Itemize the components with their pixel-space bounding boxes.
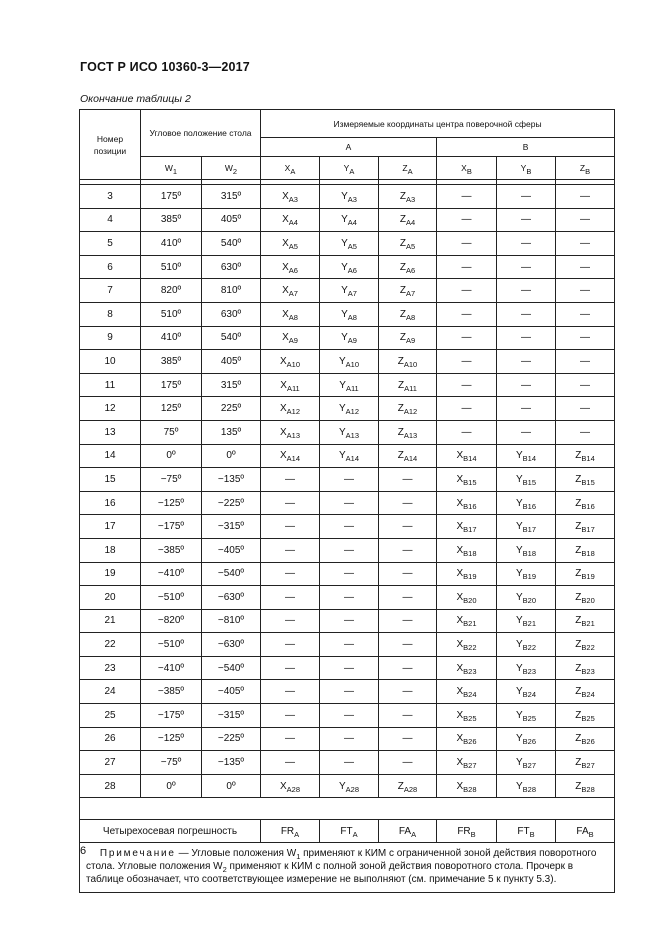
not-measured-dash: — — [320, 586, 379, 610]
angle-w2: −135º — [202, 751, 261, 775]
not-measured-dash: — — [379, 633, 437, 657]
header-group-a: А — [261, 138, 437, 157]
angle-w1: 0º — [141, 774, 202, 798]
table-row — [80, 538, 615, 562]
not-measured-dash: — — [556, 255, 615, 279]
coordinate-cell: $X_{B14}$ — [437, 444, 497, 468]
not-measured-dash: — — [379, 609, 437, 633]
not-measured-dash: — — [437, 255, 497, 279]
table-row — [80, 326, 615, 350]
coordinate-cell: $X_{A11}$ — [261, 373, 320, 397]
position-number: 24 — [80, 680, 141, 704]
not-measured-dash: — — [437, 420, 497, 444]
angle-w2: −225º — [202, 727, 261, 751]
not-measured-dash: — — [556, 232, 615, 256]
coordinate-cell: $Z_{A8}$ — [379, 302, 437, 326]
coordinate-cell: $X_{B20}$ — [437, 586, 497, 610]
angle-w1: 820º — [141, 279, 202, 303]
not-measured-dash: — — [497, 185, 556, 209]
coordinate-cell: $Y_{B15}$ — [497, 468, 556, 492]
angle-w1: −175º — [141, 704, 202, 728]
position-number: 23 — [80, 656, 141, 680]
angle-w2: 630º — [202, 255, 261, 279]
table-row — [80, 656, 615, 680]
header-angular-position: Угловое положение стола — [141, 110, 261, 157]
position-number: 5 — [80, 232, 141, 256]
coordinate-cell: $Y_{A12}$ — [320, 397, 379, 421]
angle-w1: −385º — [141, 538, 202, 562]
coordinate-cell: $X_{B19}$ — [437, 562, 497, 586]
header-position: Номер позиции — [80, 110, 141, 180]
coordinate-cell: $Y_{B22}$ — [497, 633, 556, 657]
not-measured-dash: — — [497, 208, 556, 232]
not-measured-dash: — — [379, 562, 437, 586]
coordinate-cell: $X_{A7}$ — [261, 279, 320, 303]
coordinate-cell: $Z_{A7}$ — [379, 279, 437, 303]
angle-w2: −540º — [202, 656, 261, 680]
position-number: 20 — [80, 586, 141, 610]
angle-w2: 0º — [202, 444, 261, 468]
position-number: 12 — [80, 397, 141, 421]
coordinate-cell: $Z_{B25}$ — [556, 704, 615, 728]
not-measured-dash: — — [379, 704, 437, 728]
table-row — [80, 302, 615, 326]
coordinate-cell: $Y_{B17}$ — [497, 515, 556, 539]
not-measured-dash: — — [261, 491, 320, 515]
not-measured-dash: — — [437, 373, 497, 397]
not-measured-dash: — — [379, 680, 437, 704]
angle-w2: 135º — [202, 420, 261, 444]
not-measured-dash: — — [437, 232, 497, 256]
not-measured-dash: — — [261, 538, 320, 562]
position-number: 7 — [80, 279, 141, 303]
coordinate-cell: $Y_{A5}$ — [320, 232, 379, 256]
not-measured-dash: — — [379, 491, 437, 515]
not-measured-dash: — — [261, 704, 320, 728]
header-coordinate: $Z_B$ — [556, 157, 615, 180]
angle-w1: −385º — [141, 680, 202, 704]
not-measured-dash: — — [320, 538, 379, 562]
table-row — [80, 774, 615, 798]
coordinate-cell: $Y_{B18}$ — [497, 538, 556, 562]
header-coordinate: $Z_A$ — [379, 157, 437, 180]
table-row — [80, 515, 615, 539]
position-number: 27 — [80, 751, 141, 775]
coordinate-cell: $Z_{B18}$ — [556, 538, 615, 562]
not-measured-dash: — — [497, 232, 556, 256]
angle-w1: −510º — [141, 586, 202, 610]
coordinate-cell: $Z_{B28}$ — [556, 774, 615, 798]
not-measured-dash: — — [261, 468, 320, 492]
angle-w1: −75º — [141, 468, 202, 492]
error-row — [80, 820, 615, 843]
angle-w1: 385º — [141, 208, 202, 232]
coordinate-cell: $Z_{A12}$ — [379, 397, 437, 421]
header-w1: $W_1$ — [141, 157, 202, 180]
not-measured-dash: — — [497, 255, 556, 279]
coordinate-cell: $Y_{B23}$ — [497, 656, 556, 680]
coordinate-cell: $Z_{B27}$ — [556, 751, 615, 775]
coordinate-cell: $Y_{A11}$ — [320, 373, 379, 397]
angle-w1: 175º — [141, 373, 202, 397]
not-measured-dash: — — [320, 751, 379, 775]
coordinate-cell: $Z_{B23}$ — [556, 656, 615, 680]
coordinate-cell: $X_{A4}$ — [261, 208, 320, 232]
coordinate-cell: $X_{B18}$ — [437, 538, 497, 562]
table-row — [80, 232, 615, 256]
table-row — [80, 727, 615, 751]
coordinate-cell: $Z_{B22}$ — [556, 633, 615, 657]
angle-w1: −75º — [141, 751, 202, 775]
not-measured-dash: — — [556, 208, 615, 232]
coordinate-cell: $Y_{A6}$ — [320, 255, 379, 279]
coordinate-cell: $Y_{B28}$ — [497, 774, 556, 798]
coordinate-cell: $X_{B21}$ — [437, 609, 497, 633]
angle-w2: −630º — [202, 633, 261, 657]
coordinate-cell: $X_{A10}$ — [261, 350, 320, 374]
coordinate-cell: $Z_{A14}$ — [379, 444, 437, 468]
position-number: 15 — [80, 468, 141, 492]
not-measured-dash: — — [320, 727, 379, 751]
angle-w1: 0º — [141, 444, 202, 468]
not-measured-dash: — — [320, 515, 379, 539]
angle-w1: 385º — [141, 350, 202, 374]
not-measured-dash: — — [379, 515, 437, 539]
angle-w2: 0º — [202, 774, 261, 798]
table-row — [80, 397, 615, 421]
header-coordinate: $Y_B$ — [497, 157, 556, 180]
angle-w2: 810º — [202, 279, 261, 303]
coordinate-cell: $Y_{B20}$ — [497, 586, 556, 610]
position-number: 25 — [80, 704, 141, 728]
position-number: 3 — [80, 185, 141, 209]
position-number: 22 — [80, 633, 141, 657]
not-measured-dash: — — [320, 656, 379, 680]
error-value: $FT_A$ — [320, 820, 379, 843]
header-coordinate: $X_A$ — [261, 157, 320, 180]
coordinate-cell: $X_{B22}$ — [437, 633, 497, 657]
angle-w2: 540º — [202, 326, 261, 350]
error-value: $FR_A$ — [261, 820, 320, 843]
not-measured-dash: — — [261, 656, 320, 680]
position-number: 13 — [80, 420, 141, 444]
not-measured-dash: — — [437, 279, 497, 303]
coordinate-cell: $Z_{B17}$ — [556, 515, 615, 539]
coordinate-cell: $X_{B28}$ — [437, 774, 497, 798]
not-measured-dash: — — [497, 373, 556, 397]
coordinate-cell: $Z_{B26}$ — [556, 727, 615, 751]
coordinate-cell: $Y_{A4}$ — [320, 208, 379, 232]
angle-w2: −405º — [202, 538, 261, 562]
error-value: $FT_B$ — [497, 820, 556, 843]
coordinate-cell: $Z_{A11}$ — [379, 373, 437, 397]
not-measured-dash: — — [379, 586, 437, 610]
angle-w1: −125º — [141, 491, 202, 515]
table-caption: Окончание таблицы 2 — [80, 93, 191, 105]
coordinate-cell: $Y_{B16}$ — [497, 491, 556, 515]
not-measured-dash: — — [379, 538, 437, 562]
angle-w2: −315º — [202, 704, 261, 728]
angle-w2: −810º — [202, 609, 261, 633]
not-measured-dash: — — [437, 185, 497, 209]
coordinate-cell: $Y_{A7}$ — [320, 279, 379, 303]
coordinate-cell: $X_{A14}$ — [261, 444, 320, 468]
angle-w2: −225º — [202, 491, 261, 515]
header-group-b: В — [437, 138, 615, 157]
coordinate-cell: $Y_{A8}$ — [320, 302, 379, 326]
coordinate-cell: $Y_{B19}$ — [497, 562, 556, 586]
angle-w2: 225º — [202, 397, 261, 421]
not-measured-dash: — — [437, 208, 497, 232]
angle-w1: −820º — [141, 609, 202, 633]
coordinate-cell: $Z_{B24}$ — [556, 680, 615, 704]
page-number: 6 — [80, 845, 87, 857]
coordinate-cell: $X_{B27}$ — [437, 751, 497, 775]
angle-w2: 630º — [202, 302, 261, 326]
table-row — [80, 491, 615, 515]
angle-w2: −135º — [202, 468, 261, 492]
not-measured-dash: — — [320, 562, 379, 586]
coordinate-cell: $Z_{B19}$ — [556, 562, 615, 586]
coordinate-cell: $Z_{A10}$ — [379, 350, 437, 374]
table-row — [80, 420, 615, 444]
not-measured-dash: — — [379, 751, 437, 775]
table-row — [80, 680, 615, 704]
position-number: 21 — [80, 609, 141, 633]
not-measured-dash: — — [437, 326, 497, 350]
table-row — [80, 704, 615, 728]
table-row — [80, 586, 615, 610]
coordinate-cell: $Y_{B26}$ — [497, 727, 556, 751]
coordinate-cell: $Z_{A4}$ — [379, 208, 437, 232]
not-measured-dash: — — [261, 609, 320, 633]
coordinate-cell: $X_{A9}$ — [261, 326, 320, 350]
note-row — [80, 843, 615, 893]
coordinate-cell: $Y_{A14}$ — [320, 444, 379, 468]
angle-w2: 405º — [202, 208, 261, 232]
not-measured-dash: — — [379, 468, 437, 492]
header-coordinate: $X_B$ — [437, 157, 497, 180]
position-number: 8 — [80, 302, 141, 326]
angle-w1: −410º — [141, 656, 202, 680]
coordinate-cell: $X_{B17}$ — [437, 515, 497, 539]
not-measured-dash: — — [320, 704, 379, 728]
not-measured-dash: — — [556, 279, 615, 303]
angle-w1: 510º — [141, 255, 202, 279]
not-measured-dash: — — [556, 420, 615, 444]
not-measured-dash: — — [261, 562, 320, 586]
not-measured-dash: — — [261, 727, 320, 751]
angle-w1: −175º — [141, 515, 202, 539]
coordinate-cell: $X_{B15}$ — [437, 468, 497, 492]
coordinate-cell: $Y_{A13}$ — [320, 420, 379, 444]
not-measured-dash: — — [497, 302, 556, 326]
not-measured-dash: — — [556, 302, 615, 326]
table-row — [80, 609, 615, 633]
angle-w2: 540º — [202, 232, 261, 256]
position-number: 9 — [80, 326, 141, 350]
coordinate-cell: $Z_{A6}$ — [379, 255, 437, 279]
not-measured-dash: — — [497, 279, 556, 303]
angle-w1: −410º — [141, 562, 202, 586]
coordinate-cell: $Z_{A9}$ — [379, 326, 437, 350]
table-row — [80, 751, 615, 775]
angle-w1: 410º — [141, 326, 202, 350]
coordinate-cell: $X_{A13}$ — [261, 420, 320, 444]
table-row — [80, 562, 615, 586]
angle-w1: −125º — [141, 727, 202, 751]
note-label: Примечание — [99, 848, 176, 860]
coordinate-cell: $Y_{B24}$ — [497, 680, 556, 704]
not-measured-dash: — — [437, 397, 497, 421]
coordinate-cell: $Z_{B20}$ — [556, 586, 615, 610]
coordinate-cell: $X_{B26}$ — [437, 727, 497, 751]
not-measured-dash: — — [556, 326, 615, 350]
position-number: 14 — [80, 444, 141, 468]
angle-w1: 75º — [141, 420, 202, 444]
not-measured-dash: — — [261, 633, 320, 657]
coordinate-cell: $X_{A5}$ — [261, 232, 320, 256]
coordinate-cell: $Z_{A5}$ — [379, 232, 437, 256]
position-number: 16 — [80, 491, 141, 515]
not-measured-dash: — — [556, 373, 615, 397]
not-measured-dash: — — [320, 609, 379, 633]
coordinate-cell: $X_{B25}$ — [437, 704, 497, 728]
angle-w1: 175º — [141, 185, 202, 209]
coordinates-table — [79, 109, 615, 893]
coordinate-cell: $Y_{A3}$ — [320, 185, 379, 209]
not-measured-dash: — — [497, 420, 556, 444]
position-number: 10 — [80, 350, 141, 374]
not-measured-dash: — — [497, 397, 556, 421]
coordinate-cell: $X_{A6}$ — [261, 255, 320, 279]
coordinate-cell: $Y_{A28}$ — [320, 774, 379, 798]
coordinate-cell: $Y_{A9}$ — [320, 326, 379, 350]
angle-w2: −540º — [202, 562, 261, 586]
not-measured-dash: — — [497, 350, 556, 374]
not-measured-dash: — — [437, 350, 497, 374]
not-measured-dash: — — [320, 468, 379, 492]
table-row — [80, 373, 615, 397]
coordinate-cell: $X_{B24}$ — [437, 680, 497, 704]
error-value: $FR_B$ — [437, 820, 497, 843]
table-row — [80, 633, 615, 657]
table-row — [80, 279, 615, 303]
header-measured-coordinates: Измеряемые координаты центра поверочной сферы — [261, 110, 615, 138]
position-number: 11 — [80, 373, 141, 397]
position-number: 26 — [80, 727, 141, 751]
not-measured-dash: — — [556, 350, 615, 374]
table-row — [80, 444, 615, 468]
coordinate-cell: $Z_{B15}$ — [556, 468, 615, 492]
coordinate-cell: $X_{A8}$ — [261, 302, 320, 326]
position-number: 17 — [80, 515, 141, 539]
table-row — [80, 208, 615, 232]
coordinate-cell: $Z_{B21}$ — [556, 609, 615, 633]
empty-cell — [80, 798, 615, 820]
error-value: $FA_A$ — [379, 820, 437, 843]
angle-w2: 405º — [202, 350, 261, 374]
coordinate-cell: $Z_{A13}$ — [379, 420, 437, 444]
not-measured-dash: — — [556, 185, 615, 209]
coordinate-cell: $X_{B16}$ — [437, 491, 497, 515]
not-measured-dash: — — [261, 586, 320, 610]
not-measured-dash: — — [320, 633, 379, 657]
coordinate-cell: $Z_{A3}$ — [379, 185, 437, 209]
position-number: 28 — [80, 774, 141, 798]
table-note: Примечание — Угловые положения $W_1$ применяют к КИМ с ограниченной зоной действия поворотного стола. Угловые положения $W_2$ применяют к КИМ с полной зоной действия поворотного стола. Прочерк в таблице обозначает, что соответствующее измерение не выполняют (см. примечание 5 к пункту 5.3). — [80, 843, 615, 893]
coordinate-cell: $Y_{B21}$ — [497, 609, 556, 633]
angle-w1: 125º — [141, 397, 202, 421]
not-measured-dash: — — [320, 680, 379, 704]
angle-w2: −630º — [202, 586, 261, 610]
angle-w2: −405º — [202, 680, 261, 704]
position-number: 18 — [80, 538, 141, 562]
not-measured-dash: — — [379, 727, 437, 751]
not-measured-dash: — — [261, 515, 320, 539]
header-coordinate: $Y_A$ — [320, 157, 379, 180]
angle-w2: 315º — [202, 185, 261, 209]
coordinate-cell: $Y_{B27}$ — [497, 751, 556, 775]
coordinate-cell: $Z_{A28}$ — [379, 774, 437, 798]
table-row — [80, 468, 615, 492]
coordinate-cell: $Z_{B14}$ — [556, 444, 615, 468]
table-row — [80, 255, 615, 279]
coordinate-cell: $X_{A12}$ — [261, 397, 320, 421]
table-row — [80, 350, 615, 374]
not-measured-dash: — — [497, 326, 556, 350]
angle-w1: −510º — [141, 633, 202, 657]
header-w2: $W_2$ — [202, 157, 261, 180]
not-measured-dash: — — [320, 491, 379, 515]
coordinate-cell: $X_{A28}$ — [261, 774, 320, 798]
angle-w1: 410º — [141, 232, 202, 256]
document-header: ГОСТ Р ИСО 10360-3—2017 — [80, 60, 250, 74]
not-measured-dash: — — [261, 751, 320, 775]
not-measured-dash: — — [556, 397, 615, 421]
coordinate-cell: $Y_{A10}$ — [320, 350, 379, 374]
position-number: 19 — [80, 562, 141, 586]
angle-w2: −315º — [202, 515, 261, 539]
coordinate-cell: $Y_{B25}$ — [497, 704, 556, 728]
table-row — [80, 185, 615, 209]
angle-w1: 510º — [141, 302, 202, 326]
not-measured-dash: — — [379, 656, 437, 680]
empty-row — [80, 798, 615, 820]
coordinate-cell: $X_{B23}$ — [437, 656, 497, 680]
not-measured-dash: — — [437, 302, 497, 326]
coordinate-cell: $Z_{B16}$ — [556, 491, 615, 515]
coordinate-cell: $X_{A3}$ — [261, 185, 320, 209]
error-value: $FA_B$ — [556, 820, 615, 843]
coordinate-cell: $Y_{B14}$ — [497, 444, 556, 468]
position-number: 6 — [80, 255, 141, 279]
error-label: Четырехосевая погрешность — [80, 820, 261, 843]
not-measured-dash: — — [261, 680, 320, 704]
position-number: 4 — [80, 208, 141, 232]
angle-w2: 315º — [202, 373, 261, 397]
